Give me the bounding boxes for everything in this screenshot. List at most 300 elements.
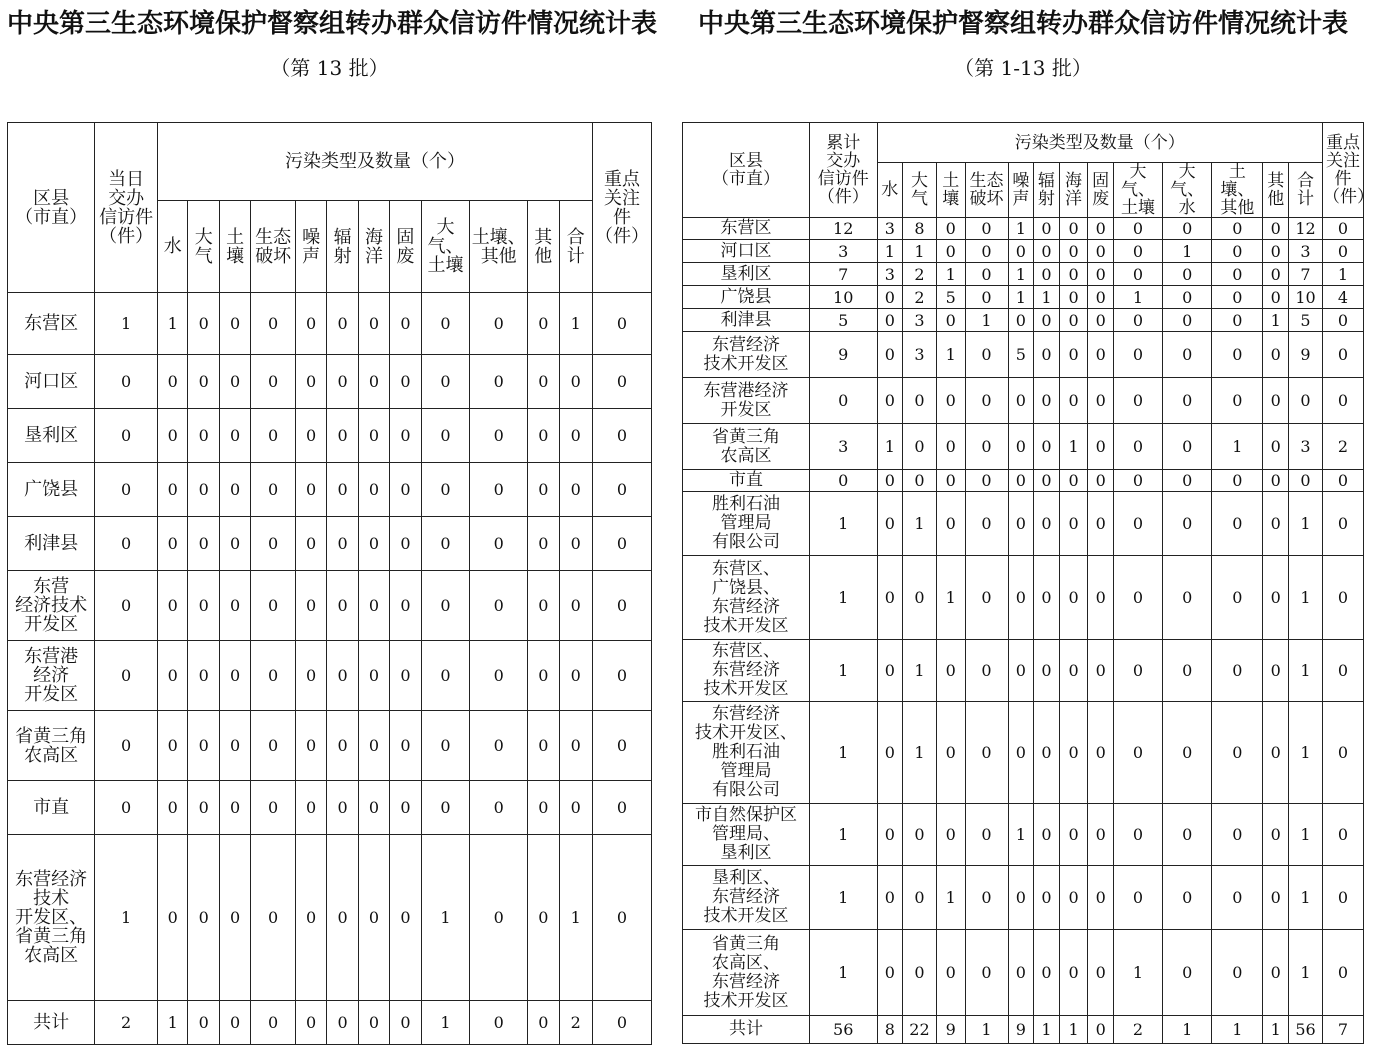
- table-row: [683, 263, 1364, 286]
- cell-area: 东营区: [8, 293, 95, 355]
- cell-value: 0: [559, 571, 593, 641]
- cell-value: 0: [1034, 492, 1060, 556]
- cell-value: 0: [358, 517, 389, 571]
- header-pollution-types: 污染类型及数量（个）: [877, 123, 1322, 163]
- cell-focus: 0: [593, 571, 652, 641]
- cell-value: 0: [528, 641, 559, 711]
- cell-value: 5: [1008, 332, 1034, 378]
- cell-value: 0: [1113, 702, 1162, 804]
- cell-total: 0: [95, 409, 158, 463]
- cell-value: 0: [903, 556, 937, 640]
- cell-value: 0: [1034, 263, 1060, 286]
- cell-area: 利津县: [8, 517, 95, 571]
- cell-value: 0: [877, 492, 903, 556]
- cell-value: 0: [1088, 240, 1114, 263]
- cell-value: 0: [1212, 492, 1263, 556]
- cell-value: 0: [390, 293, 421, 355]
- cell-value: 1: [903, 640, 937, 702]
- header-total: 累计 交办 信访件 （件）: [809, 123, 877, 218]
- table-row: [683, 866, 1364, 930]
- header-type: 水: [158, 201, 188, 293]
- cell-value: 0: [1059, 804, 1088, 866]
- cell-area: 市自然保护区 管理局、 垦利区: [683, 804, 810, 866]
- cell-value: 0: [528, 1001, 559, 1045]
- cell-area: 市直: [683, 470, 810, 492]
- cell-value: 0: [1263, 640, 1289, 702]
- cell-value: 0: [219, 711, 250, 781]
- cell-value: 0: [1212, 378, 1263, 424]
- cell-value: 1: [1289, 640, 1323, 702]
- cell-value: 1: [1059, 424, 1088, 470]
- header-type: 噪 声: [1008, 163, 1034, 218]
- cell-value: 0: [327, 517, 358, 571]
- cell-focus: 2: [1322, 424, 1363, 470]
- cell-total: 1: [95, 293, 158, 355]
- table-row: [683, 702, 1364, 804]
- cell-value: 0: [877, 702, 903, 804]
- cell-total: 1: [809, 804, 877, 866]
- cell-value: 0: [1212, 263, 1263, 286]
- cell-area: 共计: [683, 1016, 810, 1044]
- cell-area: 利津县: [683, 309, 810, 332]
- table-row: [683, 930, 1364, 1016]
- header-type: 土壤、 其他: [1212, 163, 1263, 218]
- cell-value: 0: [1163, 470, 1212, 492]
- cell-value: 0: [936, 240, 965, 263]
- cell-value: 0: [1113, 492, 1162, 556]
- cell-value: 0: [559, 641, 593, 711]
- cell-total: 0: [95, 711, 158, 781]
- cell-value: 0: [528, 463, 559, 517]
- cell-value: 0: [528, 517, 559, 571]
- cell-value: 0: [219, 355, 250, 409]
- cell-value: 1: [877, 240, 903, 263]
- cell-focus: 0: [593, 711, 652, 781]
- right-title: 中央第三生态环境保护督察组转办群众信访件情况统计表: [697, 9, 1348, 39]
- cell-value: 0: [358, 409, 389, 463]
- cell-focus: 0: [593, 641, 652, 711]
- cell-value: 0: [358, 835, 389, 1001]
- table-row: [8, 517, 652, 571]
- cell-value: 0: [358, 571, 389, 641]
- cell-focus: 0: [593, 293, 652, 355]
- cell-value: 0: [470, 711, 528, 781]
- cell-value: 0: [1088, 492, 1114, 556]
- cell-value: 0: [188, 641, 219, 711]
- cell-total: 0: [95, 517, 158, 571]
- left-title: 中央第三生态环境保护督察组转办群众信访件情况统计表: [7, 9, 658, 39]
- cell-value: 0: [1088, 286, 1114, 309]
- cell-focus: 0: [593, 835, 652, 1001]
- cell-value: 0: [1163, 640, 1212, 702]
- cell-value: 1: [1289, 556, 1323, 640]
- cell-value: 1: [903, 702, 937, 804]
- cell-value: 0: [1008, 240, 1034, 263]
- cell-value: 0: [1263, 556, 1289, 640]
- cell-value: 0: [1088, 378, 1114, 424]
- cell-value: 0: [251, 293, 296, 355]
- cell-value: 0: [877, 470, 903, 492]
- cell-value: 0: [158, 571, 188, 641]
- cell-value: 1: [1289, 866, 1323, 930]
- cell-value: 1: [1008, 218, 1034, 240]
- cell-value: 0: [470, 355, 528, 409]
- cell-value: 2: [1113, 1016, 1162, 1044]
- cell-value: 0: [1163, 378, 1212, 424]
- header-type: 固 废: [390, 201, 421, 293]
- cell-value: 0: [965, 470, 1008, 492]
- cell-total: 1: [809, 930, 877, 1016]
- cell-area: 省黄三角 农高区: [683, 424, 810, 470]
- cell-focus: 0: [593, 1001, 652, 1045]
- header-row: [683, 123, 1364, 163]
- table-row: [8, 355, 652, 409]
- header-type: 噪 声: [295, 201, 326, 293]
- cell-value: 0: [1212, 218, 1263, 240]
- cell-value: 0: [327, 463, 358, 517]
- cell-value: 0: [421, 711, 470, 781]
- table-row: [683, 424, 1364, 470]
- header-type: 其 他: [1263, 163, 1289, 218]
- cell-area: 垦利区、 东营经济 技术开发区: [683, 866, 810, 930]
- cell-value: 0: [1263, 866, 1289, 930]
- cell-value: 0: [421, 641, 470, 711]
- cell-value: 0: [327, 641, 358, 711]
- cell-value: 0: [470, 571, 528, 641]
- cell-value: 0: [327, 1001, 358, 1045]
- cell-value: 0: [965, 424, 1008, 470]
- cell-value: 0: [470, 1001, 528, 1045]
- cell-value: 0: [188, 571, 219, 641]
- cell-value: 0: [1088, 309, 1114, 332]
- cell-value: 0: [1163, 702, 1212, 804]
- cell-total: 0: [809, 470, 877, 492]
- cell-value: 0: [295, 781, 326, 835]
- table-row: [683, 240, 1364, 263]
- table-row: [683, 378, 1364, 424]
- cell-value: 0: [358, 711, 389, 781]
- table-row: [8, 781, 652, 835]
- cell-area: 省黄三角 农高区: [8, 711, 95, 781]
- cell-total: 0: [809, 378, 877, 424]
- cell-value: 1: [421, 835, 470, 1001]
- cell-value: 0: [358, 641, 389, 711]
- cell-value: 0: [1212, 930, 1263, 1016]
- cell-value: 1: [158, 293, 188, 355]
- cell-area: 胜利石油 管理局 有限公司: [683, 492, 810, 556]
- cell-value: 8: [903, 218, 937, 240]
- cell-value: 0: [1008, 378, 1034, 424]
- cell-value: 0: [1059, 218, 1088, 240]
- cell-value: 0: [158, 835, 188, 1001]
- cell-total: 56: [809, 1016, 877, 1044]
- cell-value: 0: [251, 409, 296, 463]
- cell-value: 0: [470, 835, 528, 1001]
- cell-value: 0: [965, 286, 1008, 309]
- cell-area: 广饶县: [683, 286, 810, 309]
- cell-value: 0: [1034, 424, 1060, 470]
- cell-total: 2: [95, 1001, 158, 1045]
- cell-value: 0: [327, 355, 358, 409]
- cell-value: 0: [470, 517, 528, 571]
- header-type: 土 壤: [936, 163, 965, 218]
- header-type: 水: [877, 163, 903, 218]
- cell-value: 0: [936, 378, 965, 424]
- cell-value: 0: [1088, 424, 1114, 470]
- cell-value: 0: [421, 781, 470, 835]
- cell-value: 0: [1034, 556, 1060, 640]
- cell-value: 0: [1059, 866, 1088, 930]
- cell-value: 0: [1059, 309, 1088, 332]
- cell-focus: 4: [1322, 286, 1363, 309]
- cell-value: 0: [1113, 309, 1162, 332]
- cell-value: 0: [1113, 866, 1162, 930]
- cell-total: 1: [809, 866, 877, 930]
- cell-value: 0: [295, 293, 326, 355]
- cell-value: 0: [251, 641, 296, 711]
- cell-value: 0: [559, 517, 593, 571]
- cell-value: 0: [1059, 556, 1088, 640]
- table-row: [8, 409, 652, 463]
- cell-value: 0: [295, 1001, 326, 1045]
- table-row: [683, 309, 1364, 332]
- cell-value: 0: [219, 517, 250, 571]
- cell-value: 0: [251, 571, 296, 641]
- cell-value: 0: [1088, 1016, 1114, 1044]
- cell-value: 0: [1212, 556, 1263, 640]
- cell-value: 0: [1212, 309, 1263, 332]
- cell-value: 0: [1034, 866, 1060, 930]
- cell-value: 0: [965, 804, 1008, 866]
- cell-value: 0: [251, 711, 296, 781]
- cell-value: 0: [877, 378, 903, 424]
- cell-value: 0: [158, 463, 188, 517]
- cell-total: 1: [809, 492, 877, 556]
- cell-value: 0: [877, 332, 903, 378]
- cell-value: 0: [936, 309, 965, 332]
- total-row: [683, 1016, 1364, 1044]
- cell-value: 0: [1059, 240, 1088, 263]
- cell-value: 0: [251, 355, 296, 409]
- table-row: [683, 286, 1364, 309]
- cell-value: 0: [936, 470, 965, 492]
- cell-focus: 0: [593, 781, 652, 835]
- cell-value: 0: [1113, 332, 1162, 378]
- header-type: 固 废: [1088, 163, 1114, 218]
- cell-value: 0: [877, 804, 903, 866]
- cell-value: 1: [877, 424, 903, 470]
- cell-value: 0: [295, 835, 326, 1001]
- cell-value: 0: [421, 293, 470, 355]
- cell-area: 东营经济 技术开发区、 胜利石油 管理局 有限公司: [683, 702, 810, 804]
- cell-value: 0: [327, 571, 358, 641]
- cell-focus: 0: [593, 355, 652, 409]
- cell-value: 0: [1263, 218, 1289, 240]
- cell-value: 0: [188, 1001, 219, 1045]
- cell-value: 0: [219, 409, 250, 463]
- cell-value: 0: [158, 355, 188, 409]
- cell-value: 0: [1263, 332, 1289, 378]
- cell-focus: 0: [1322, 240, 1363, 263]
- cell-value: 0: [1059, 378, 1088, 424]
- cell-value: 12: [1289, 218, 1323, 240]
- cell-value: 0: [877, 866, 903, 930]
- cell-value: 0: [1163, 218, 1212, 240]
- header-total: 当日 交办 信访件 （件）: [95, 123, 158, 293]
- cell-value: 3: [903, 309, 937, 332]
- cell-value: 3: [1289, 424, 1323, 470]
- cell-focus: 0: [593, 463, 652, 517]
- header-focus: 重点 关注 件（件）: [593, 123, 652, 293]
- cell-value: 0: [1163, 492, 1212, 556]
- cell-value: 0: [877, 930, 903, 1016]
- cell-value: 0: [1263, 804, 1289, 866]
- cell-value: 0: [358, 1001, 389, 1045]
- cell-focus: 0: [1322, 930, 1363, 1016]
- cell-value: 0: [421, 409, 470, 463]
- cell-value: 0: [251, 517, 296, 571]
- cell-value: 1: [936, 263, 965, 286]
- header-type: 大 气: [188, 201, 219, 293]
- cell-value: 0: [965, 240, 1008, 263]
- cell-focus: 0: [1322, 378, 1363, 424]
- cell-value: 0: [219, 835, 250, 1001]
- cell-value: 0: [219, 463, 250, 517]
- cell-value: 0: [1008, 556, 1034, 640]
- cell-focus: 0: [1322, 309, 1363, 332]
- cell-value: 0: [1113, 218, 1162, 240]
- cell-value: 0: [1059, 286, 1088, 309]
- cell-value: 0: [936, 930, 965, 1016]
- cell-value: 0: [295, 571, 326, 641]
- cell-value: 0: [528, 571, 559, 641]
- table-row: [8, 463, 652, 517]
- header-type: 大 气: [903, 163, 937, 218]
- cell-value: 0: [470, 641, 528, 711]
- cell-total: 5: [809, 309, 877, 332]
- table-row: [8, 293, 652, 355]
- cell-area: 东营区、 广饶县、 东营经济 技术开发区: [683, 556, 810, 640]
- cell-value: 0: [390, 1001, 421, 1045]
- cell-area: 共计: [8, 1001, 95, 1045]
- cell-value: 0: [1034, 804, 1060, 866]
- cell-value: 0: [1113, 556, 1162, 640]
- cell-value: 0: [1113, 804, 1162, 866]
- cell-value: 0: [1113, 424, 1162, 470]
- cell-value: 0: [1263, 263, 1289, 286]
- cell-value: 0: [390, 835, 421, 1001]
- cell-value: 0: [1088, 804, 1114, 866]
- cell-value: 0: [1289, 378, 1323, 424]
- cell-value: 1: [1163, 240, 1212, 263]
- cell-focus: 0: [1322, 218, 1363, 240]
- cell-value: 0: [1163, 556, 1212, 640]
- cell-value: 1: [1034, 286, 1060, 309]
- cell-value: 0: [1034, 640, 1060, 702]
- cell-value: 0: [1059, 640, 1088, 702]
- header-type: 其 他: [528, 201, 559, 293]
- cell-value: 3: [903, 332, 937, 378]
- header-type: 辐 射: [1034, 163, 1060, 218]
- table-row: [683, 556, 1364, 640]
- cell-value: 0: [327, 409, 358, 463]
- header-type: 大气、 土壤: [421, 201, 470, 293]
- cell-value: 0: [390, 517, 421, 571]
- cell-value: 0: [470, 781, 528, 835]
- cell-value: 0: [1212, 332, 1263, 378]
- cell-value: 10: [1289, 286, 1323, 309]
- cell-value: 0: [158, 641, 188, 711]
- cell-focus: 1: [1322, 263, 1363, 286]
- table-row: [683, 332, 1364, 378]
- cell-value: 9: [1289, 332, 1323, 378]
- cell-value: 0: [528, 835, 559, 1001]
- cell-value: 0: [1034, 470, 1060, 492]
- cell-value: 0: [877, 286, 903, 309]
- cell-value: 1: [1263, 1016, 1289, 1044]
- cell-focus: 7: [1322, 1016, 1363, 1044]
- cell-value: 0: [188, 293, 219, 355]
- cell-value: 0: [1034, 332, 1060, 378]
- cell-value: 0: [965, 263, 1008, 286]
- cell-value: 0: [1059, 492, 1088, 556]
- cell-value: 3: [1289, 240, 1323, 263]
- table-row: [8, 711, 652, 781]
- cell-value: 1: [936, 556, 965, 640]
- cell-value: 0: [936, 640, 965, 702]
- cell-focus: 0: [1322, 702, 1363, 804]
- cell-value: 0: [965, 218, 1008, 240]
- cell-value: 0: [1263, 378, 1289, 424]
- header-type: 合 计: [1289, 163, 1323, 218]
- cell-value: 0: [295, 711, 326, 781]
- cell-value: 0: [1212, 804, 1263, 866]
- cell-total: 1: [809, 556, 877, 640]
- cell-value: 0: [936, 702, 965, 804]
- cell-value: 0: [1008, 470, 1034, 492]
- cell-value: 1: [1008, 286, 1034, 309]
- cell-total: 1: [95, 835, 158, 1001]
- cell-value: 0: [1059, 263, 1088, 286]
- cell-value: 0: [158, 517, 188, 571]
- cell-value: 1: [421, 1001, 470, 1045]
- cell-value: 0: [158, 409, 188, 463]
- cell-value: 0: [936, 424, 965, 470]
- table-row: [683, 640, 1364, 702]
- cell-value: 0: [1008, 640, 1034, 702]
- cell-total: 0: [95, 355, 158, 409]
- cell-value: 0: [903, 470, 937, 492]
- cell-value: 0: [1088, 218, 1114, 240]
- cell-value: 0: [1163, 866, 1212, 930]
- cell-area: 广饶县: [8, 463, 95, 517]
- cell-value: 0: [1088, 640, 1114, 702]
- cell-value: 0: [421, 517, 470, 571]
- cell-value: 1: [559, 293, 593, 355]
- cell-focus: 0: [1322, 640, 1363, 702]
- cell-focus: 0: [1322, 492, 1363, 556]
- header-focus: 重点 关注 件 （件）: [1322, 123, 1363, 218]
- cell-value: 0: [1212, 470, 1263, 492]
- cell-total: 0: [95, 641, 158, 711]
- cell-value: 0: [559, 409, 593, 463]
- cell-value: 0: [1008, 424, 1034, 470]
- cell-value: 0: [528, 781, 559, 835]
- cell-value: 1: [1212, 1016, 1263, 1044]
- cell-value: 0: [1059, 470, 1088, 492]
- cell-value: 0: [358, 293, 389, 355]
- cell-value: 0: [470, 463, 528, 517]
